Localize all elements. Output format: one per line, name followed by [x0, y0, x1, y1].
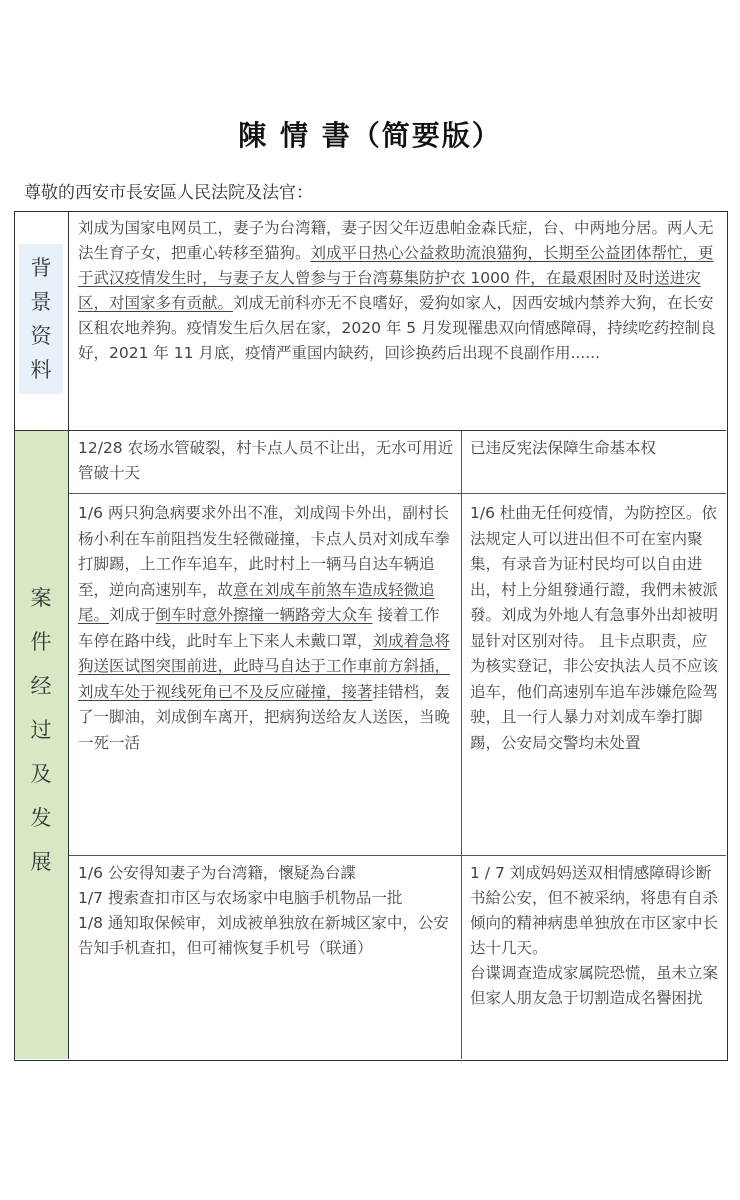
- row1-right-cell: 已违反宪法保障生命基本权: [470, 439, 657, 457]
- row2-text-underlined: 刘成着急将狗送医试图突围前进，此時马自达于工作車前方斜插，刘成车处于视线死角已不及反应碰撞，接著: [78, 631, 451, 701]
- background-text-part: 刘成为国家电网员工，妻子为台湾籍，妻子因父年迈患帕金森氏症，台、中两地分居。两人无法生育子女，把重心转移至猫狗。: [78, 219, 714, 262]
- process-label-char: 及: [30, 762, 52, 786]
- background-label-char: 料: [30, 358, 52, 382]
- row2-text-underlined: 倒车时意外擦撞一辆路旁大众车: [155, 606, 373, 624]
- row3-left-line: 1/8 通知取保候审，刘成被单独放在新城区家中，公安告知手机查扣，但可補恢复手机号（联通）: [78, 914, 449, 957]
- process-label-char: 过: [30, 718, 52, 742]
- row-divider: [69, 855, 726, 856]
- process-label-char: 经: [30, 674, 52, 698]
- row2-text-underlined: 意在刘成车前煞车造成轻微追尾。: [78, 580, 435, 624]
- row2-left-cell: [78, 501, 454, 756]
- background-text-underlined: 刘成平日热心公益救助流浪猫狗，长期至公益团体帮忙，更于武汉疫情发生时，与妻子友人曾参与于台湾募集防护衣 1000 件，在最艰困时及时送进灾区，对国家多有贡献。: [78, 244, 714, 312]
- background-label: [19, 244, 63, 394]
- salutation: 尊敬的西安市長安區人民法院及法官：: [24, 183, 313, 203]
- row2-text-part: 1/6 两只狗急病要求外出不准，刘成闯卡外出，副村长杨小利在车前阻挡发生轻微碰撞，卡点人员对刘成车拳打脚踢，上工作车追车，此时村上一辆马自达车辆追至，逆向高速别车，故: [78, 504, 451, 599]
- background-label-char: 资: [30, 324, 52, 348]
- row2-text-part: 接着工作车停在路中线，此时车上下来人未戴口罩，: [78, 606, 440, 650]
- process-label-char: 件: [30, 630, 52, 654]
- process-side-column: [15, 431, 69, 1059]
- process-label: [19, 576, 63, 884]
- column-divider: [461, 431, 462, 1059]
- row3-left-line: 1/7 搜索查扣市区与农场家中电脑手机物品一批: [78, 889, 403, 907]
- row3-right-line: 台谍调查造成家属院恐慌，虽未立案但家人朋友急于切割造成名譽困扰: [470, 964, 719, 1007]
- background-text: [78, 216, 718, 366]
- row1-left-cell: 12/28 农场水管破裂，村卡点人员不让出，无水可用近管破十天: [78, 439, 454, 482]
- process-label-char: 案: [30, 586, 52, 610]
- background-side-column: [15, 212, 69, 430]
- background-text-part: 刘成无前科亦无不良嗜好，爱狗如家人，因西安城内禁养大狗，在长安区租农地养狗。疫情发生后久居在家，2020 年 5 月发现罹患双向情感障碍，持续吃药控制良好，2021 年 11 月底，疫情严重国内缺药，回诊换药后出现不良副作用......: [78, 294, 716, 362]
- section-divider: [15, 430, 726, 431]
- row-divider: [69, 493, 726, 494]
- petition-table: [14, 211, 728, 1061]
- background-label-char: 景: [30, 290, 52, 314]
- background-label-char: 背: [30, 256, 52, 280]
- page-title: 陳 情 書（简要版）: [238, 119, 502, 152]
- process-label-char: 发: [30, 806, 52, 830]
- row3-left-cell: [78, 861, 454, 961]
- row2-text-part: 刘成于: [109, 606, 156, 624]
- row3-right-cell: [470, 861, 720, 1011]
- process-label-char: 展: [30, 850, 52, 874]
- row2-right-cell: 1/6 杜曲无任何疫情，为防控区。依法规定人可以进出但不可在室内聚集，有录音为证村民均可以自由进出，村上分組發通行證，我們未被派發。刘成为外地人有急事外出却被明显针对区别对待。 且卡点职责，应为核实登记，非公安执法人员不应该追车，他们高速别车追车涉嫌危险驾驶，且一行人暴力对刘成车拳打脚踢，公安局交警均未处置: [470, 504, 719, 752]
- row3-left-line: 1/6 公安得知妻子为台湾籍，懷疑為台諜: [78, 864, 356, 882]
- row2-text-part: 挂错档，轰了一脚油，刘成倒车离开，把病狗送给友人送医，当晚一死一活: [78, 682, 451, 752]
- row3-right-line: 1 / 7 刘成妈妈送双相情感障碍诊断书給公安，但不被采纳，将患有自杀倾向的精神病患单独放在市区家中长达十几天。: [470, 864, 719, 957]
